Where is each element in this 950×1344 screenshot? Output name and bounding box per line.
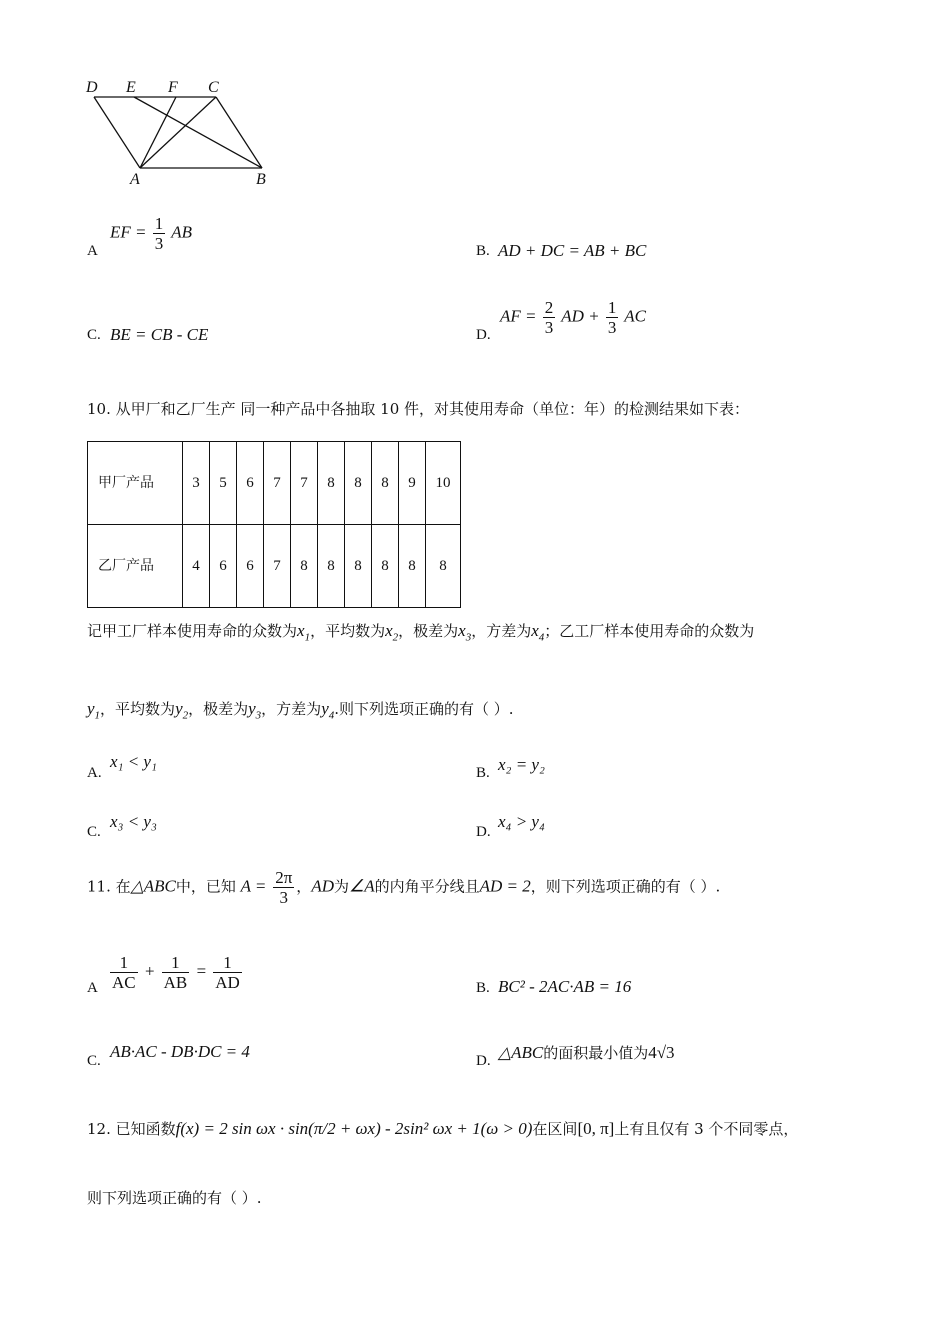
table-cell: 4 — [183, 525, 210, 608]
q9-option-A-letter[interactable]: A — [87, 243, 98, 259]
q10-option-A-expr: x₁ < y₁ — [110, 752, 157, 771]
q9-option-C-letter[interactable]: C. — [87, 327, 101, 343]
table-cell: 8 — [372, 525, 399, 608]
q12-stem-line1: 12. 已知函数f(x) = 2 sin ωx · sin(π/2 + ωx) - 2sin² ωx + 1(ω > 0)在区间[0, π]上有且仅有 3 个不同零点， — [87, 1119, 799, 1138]
table-row — [88, 442, 461, 525]
segment-DA — [94, 97, 140, 168]
table-cell: 8 — [426, 525, 461, 608]
q11-stem: 11. 在△ABC中，已知 A = $\frac{2\pi}{3}$ ，AD为∠A的内角平分线且AD = 2，则下列选项正确的有（ ）. — [87, 868, 721, 907]
q11-option-A-letter[interactable]: A — [87, 980, 98, 996]
table-cell: 8 — [291, 525, 318, 608]
q9-A-lhs: EF — [110, 222, 131, 242]
q9-option-D-expr: AF = $\frac{2}{3}$ AD + $\frac{1}{3}$ AC — [500, 298, 647, 337]
label-C: C — [208, 79, 219, 96]
q10-option-B-expr: x₂ = y₂ — [498, 755, 545, 774]
table-cell: 8 — [372, 442, 399, 525]
q11-option-D-letter[interactable]: D. — [476, 1053, 491, 1069]
label-A: A — [130, 171, 140, 188]
segment-EB — [134, 97, 262, 168]
table-cell: 7 — [264, 525, 291, 608]
table-cell: 8 — [345, 525, 372, 608]
q10-table — [87, 441, 461, 608]
segment-AC — [140, 97, 216, 168]
table-cell: 6 — [210, 525, 237, 608]
table-cell: 7 — [291, 442, 318, 525]
label-B: B — [256, 171, 266, 188]
table-cell: 5 — [210, 442, 237, 525]
table-row-label: 乙厂产品 — [88, 525, 183, 608]
q10-option-B-letter[interactable]: B. — [476, 765, 490, 781]
table-cell: 8 — [345, 442, 372, 525]
table-cell: 8 — [318, 442, 345, 525]
label-D: D — [86, 79, 98, 96]
table-cell: 3 — [183, 442, 210, 525]
table-cell: 10 — [426, 442, 461, 525]
table-cell: 9 — [399, 442, 426, 525]
q11-option-A-expr: $\frac{1}{AC}$ + $\frac{1}{AB}$ = $\frac{1}{AD}$ — [112, 953, 240, 992]
q11-fraction: $\frac{2\pi}{3}$ — [275, 868, 293, 907]
table-cell: 7 — [264, 442, 291, 525]
q10-option-A-letter[interactable]: A. — [87, 765, 102, 781]
q11-option-D-expr: △ABC的面积最小值为4√3 — [498, 1043, 675, 1062]
q9-A-fraction: $\frac{1}{3}$ — [154, 214, 164, 253]
q9-option-D-letter[interactable]: D. — [476, 327, 491, 343]
q11-option-B-letter[interactable]: B. — [476, 980, 490, 996]
q11-option-B-expr: BC² - 2AC·AB = 16 — [498, 977, 632, 996]
q10-option-D-expr: x₄ > y₄ — [498, 812, 545, 831]
q11-option-C-expr: AB·AC - DB·DC = 4 — [110, 1042, 250, 1061]
segment-AF — [140, 97, 176, 168]
segment-CB — [216, 97, 262, 168]
label-F: F — [168, 79, 178, 96]
q9-D-frac2: $\frac{1}{3}$ — [607, 298, 617, 337]
q10-description-line1: 记甲工厂样本使用寿命的众数为$x_1$，平均数为$x_2$，极差为$x_3$，方差为$x_4$；乙工厂样本使用寿命的众数为 — [87, 621, 755, 644]
q10-option-C-expr: x₃ < y₃ — [110, 812, 157, 831]
q9-option-B-letter[interactable]: B. — [476, 243, 490, 259]
table-cell: 8 — [399, 525, 426, 608]
label-E: E — [126, 79, 136, 96]
q11-option-C-letter[interactable]: C. — [87, 1053, 101, 1069]
table-cell: 6 — [237, 442, 264, 525]
q12-function: f(x) = 2 sin ωx · sin(π/2 + ωx) - 2sin² ωx + 1(ω > 0) — [175, 1119, 533, 1138]
table-row — [88, 525, 461, 608]
q10-option-D-letter[interactable]: D. — [476, 824, 491, 840]
q10-stem: 10. 从甲厂和乙厂生产 同一种产品中各抽取 10 件，对其使用寿命（单位：年）的检测结果如下表： — [87, 400, 750, 418]
table-cell: 8 — [318, 525, 345, 608]
q10-option-C-letter[interactable]: C. — [87, 824, 101, 840]
table-row-label: 甲厂产品 — [88, 442, 183, 525]
q9-option-A-expr: EF = $\frac{1}{3}$ AB — [110, 214, 192, 253]
q9-option-C-expr: BE = CB - CE — [110, 325, 209, 344]
table-cell: 6 — [237, 525, 264, 608]
q9-A-rhs: AB — [171, 222, 192, 242]
parallelogram-figure — [80, 70, 280, 195]
q12-stem-line2: 则下列选项正确的有（ ）. — [87, 1189, 262, 1207]
q9-D-frac1: $\frac{2}{3}$ — [544, 298, 554, 337]
q10-description-line2: $y_1$，平均数为$y_2$，极差为$y_3$，方差为$y_4$.则下列选项正确的有（ ）. — [87, 699, 514, 722]
q9-option-B-expr: AD + DC = AB + BC — [498, 241, 647, 260]
